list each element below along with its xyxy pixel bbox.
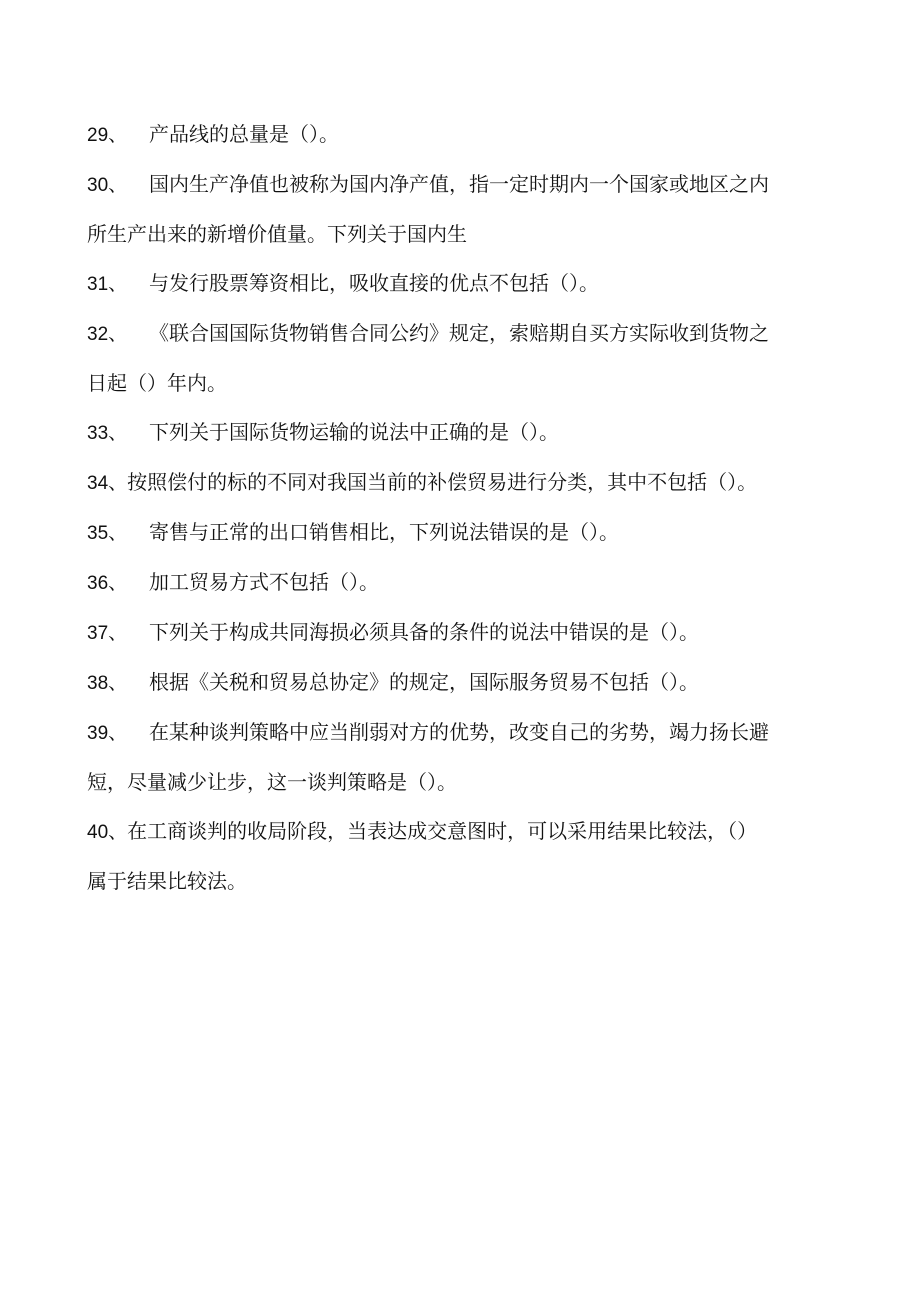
question-number: 33、 xyxy=(87,423,128,444)
question-32-continuation: 日起（）年内。 xyxy=(87,371,227,395)
question-30 xyxy=(87,160,827,210)
question-number: 31、 xyxy=(87,274,128,295)
question-31 xyxy=(87,259,827,309)
question-33 xyxy=(87,408,827,458)
question-38 xyxy=(87,658,827,708)
question-40-continuation: 属于结果比较法。 xyxy=(87,869,247,893)
question-text: 寄售与正常的出口销售相比，下列说法错误的是（）。 xyxy=(149,520,619,544)
question-text: 《联合国国际货物销售合同公约》规定，索赔期自买方实际收到货物之 xyxy=(149,321,769,345)
question-text: 按照偿付的标的不同对我国当前的补偿贸易进行分类，其中不包括（）。 xyxy=(127,470,758,494)
question-number: 36、 xyxy=(87,573,128,594)
question-number: 34、 xyxy=(87,473,128,494)
question-text: 国内生产净值也被称为国内净产值，指一定时期内一个国家或地区之内 xyxy=(149,172,769,196)
question-text: 在工商谈判的收局阶段，当表达成交意图时，可以采用结果比较法，（） xyxy=(127,819,758,843)
question-text: 产品线的总量是（）。 xyxy=(149,122,339,146)
question-36 xyxy=(87,558,827,608)
question-number: 38、 xyxy=(87,673,128,694)
question-text: 加工贸易方式不包括（）。 xyxy=(149,570,379,594)
question-text: 在某种谈判策略中应当削弱对方的优势，改变自己的劣势，竭力扬长避 xyxy=(149,720,769,744)
question-number: 35、 xyxy=(87,523,128,544)
question-37 xyxy=(87,608,827,658)
question-39-continuation: 短，尽量减少让步，这一谈判策略是（）。 xyxy=(87,770,457,794)
question-number: 32、 xyxy=(87,324,128,345)
question-number: 29、 xyxy=(87,125,128,146)
question-34 xyxy=(87,458,827,508)
question-35 xyxy=(87,508,827,558)
question-number: 39、 xyxy=(87,723,128,744)
question-number: 30、 xyxy=(87,175,128,196)
question-text: 下列关于国际货物运输的说法中正确的是（）。 xyxy=(149,420,559,444)
question-number: 37、 xyxy=(87,623,128,644)
question-text: 根据《关税和贸易总协定》的规定，国际服务贸易不包括（）。 xyxy=(149,670,699,694)
question-text: 下列关于构成共同海损必须具备的条件的说法中错误的是（）。 xyxy=(149,620,699,644)
question-list xyxy=(87,110,827,906)
question-30-continuation: 所生产出来的新增价值量。下列关于国内生 xyxy=(87,222,467,246)
question-text: 与发行股票筹资相比，吸收直接的优点不包括（）。 xyxy=(149,271,599,295)
question-39 xyxy=(87,708,827,758)
question-number: 40、 xyxy=(87,822,128,843)
question-32 xyxy=(87,309,827,359)
question-40 xyxy=(87,807,827,857)
question-29 xyxy=(87,110,827,160)
